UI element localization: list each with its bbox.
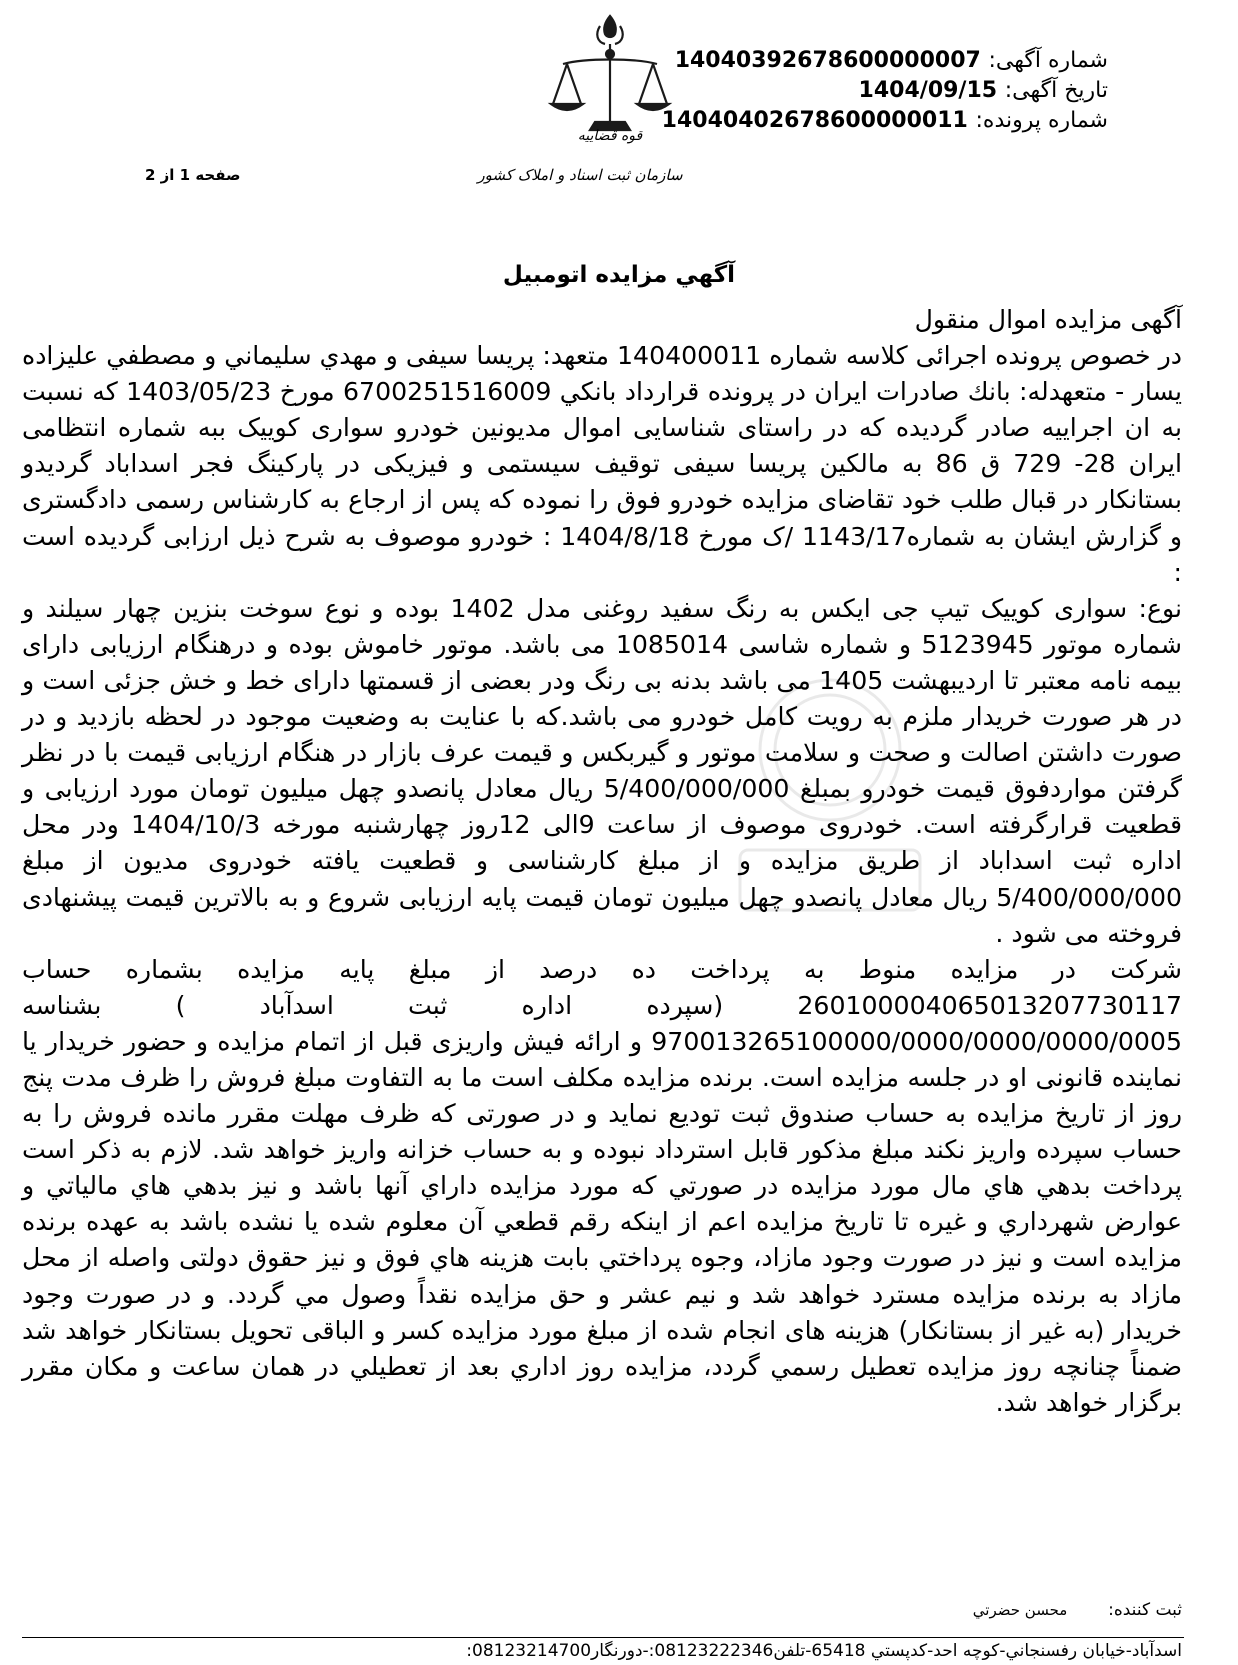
case-number-label: شماره پرونده: (975, 108, 1108, 133)
page-title: آگهي مزايده اتومبيل (502, 262, 736, 288)
ad-number: 14040392678600000007 (674, 48, 981, 73)
ad-date-label: تاریخ آگهی: (1004, 78, 1108, 103)
body-vehicle-details: نوع: سواری کوییک تیپ جی ایکس به رنگ سفید روغنی مدل 1402 بوده و نوع سوخت بنزین چهار سیلند و شماره موتور 5123945 و شماره شاسی 1085014 می باشد. موتور خاموش بوده و درهنگام ارزیابی دارای بیمه نامه معتبر تا اردیبهشت 1405 می باشد بدنه بی رنگ ودر بعضی از قسمتها دارای خط و خش جزئی است و در هر صورت خریدار ملزم به رویت کامل خودرو می باشد.که با عنایت به وضعیت موجود در لحظه بازدید و در صورت داشتن اصالت و صحت و سلامت موتور و گیربکس و قیمت عرف بازار در هنگام ارزیابی قیمت با در نظر گرفتن مواردفوق قیمت خودرو بمبلغ 5/400/000/000 ریال معادل پانصدو چهل میلیون تومان مورد ارزیابی و قطعیت قرارگرفته است. خودروی موصوف از ساعت 9الی 12روز چهارشنبه مورخه 1404/10/3 ودر محل اداره ثبت اسداباد از طریق مزایده و از مبلغ کارشناسی و قطعیت یافته خودروی مدیون از مبلغ 5/400/000/000 ریال معادل پانصدو چهل میلیون تومان قیمت پایه ارزیابی شروع و به بالاترین قیمت پیشنهادی فروخته می شود . (22, 593, 1183, 948)
ad-number-label: شماره آگهی: (988, 48, 1108, 73)
registrar-name: محسن حضرتي (972, 1601, 1068, 1619)
page-indicator: صفحه 1 از 2 (145, 166, 241, 184)
case-number: 14040402678600000011 (661, 108, 968, 133)
footer-divider (22, 1637, 1184, 1638)
registrar-row (22, 1600, 1182, 1620)
body-heading: آگهی مزایده اموال منقول (914, 305, 1182, 334)
office-address: اسدآباد-خيابان رفسنجاني-كوچه احد-كدپستي 65418-تلفن08123222346:-دورنگار08123214700: (466, 1641, 1182, 1661)
ad-date-row (859, 78, 1108, 103)
emblem-caption-judiciary: قوه قضاییه (577, 128, 643, 144)
notice-body (22, 302, 1182, 1421)
case-number-row (662, 108, 1108, 133)
emblem-caption-registry: سازمان ثبت اسناد و املاک کشور (477, 166, 683, 184)
body-case-details: در خصوص پرونده اجرائی کلاسه شماره 140400011 متعهد: پریسا سیفی و مهدي سليماني و مصطفي عليزاده يسار - متعهدله: بانك صادرات ايران در پرونده قرارداد بانكي 6700251516009 مورخ 1403/05/23 که نسبت به ان اجراییه صادر گردیده که در راستای شناسایی اموال مدیونین خودرو سواری کوییک ببه شماره انتظامی ایران 28- 729 ق 86 به مالکین پریسا سیفی توقیف سیستمی و فیزیکی در پارکینگ فجر اسداباد گردیدو بستانکار در قبال طلب خود تقاضای مزایده خودرو فوق را نموده که پس از ارجاع به کارشناس رسمی دادگستری و گزارش ایشان به شماره1143/17 /ک مورخ 1404/8/18 : خودرو موصوف به شرح ذیل ارزابی گردیده است : (22, 341, 1182, 587)
registrar-label: ثبت کننده: (1108, 1600, 1182, 1620)
ad-number-row (675, 48, 1108, 73)
body-participation-terms: شرکت در مزایده منوط به پرداخت ده درصد از مبلغ پایه مزایده بشماره حساب 260100004065013207730117 (سپرده اداره ثبت اسدآباد ) بشناسه 970013265100000/0000/0000/0000/0005 و ارائه فیش واریزی قبل از اتمام مزایده و حضور خریدار یا نماینده قانونی او در جلسه مزایده است. برنده مزایده مکلف است ما به التفاوت مبلغ فروش را ظرف مدت پنج روز از تاریخ مزایده به حساب صندوق ثبت تودیع نماید و در صورتی که ظرف مهلت مقرر مانده فروش را به حساب سپرده واریز نکند مبلغ مذکور قابل استرداد نبوده و به حساب خزانه واریز خواهد شد. لازم به ذكر است پرداخت بدهي هاي مال مورد مزايده در صورتي كه مورد مزايده داراي آنها باشد و نيز بدهي هاي مالياتي و عوارض شهرداري و غيره تا تاريخ مزايده اعم از اينكه رقم قطعي آن معلوم شده يا نشده باشد به عهده برنده مزايده است و نيز در صورت وجود مازاد، وجوه پرداختي بابت هزينه هاي فوق و نيز حقوق دولتی واصله از محل مازاد به برنده مزايده مسترد خواهد شد و نيم عشر و حق مزايده نقداً وصول مي گردد. و در صورت وجود خریدار (به غیر از بستانکار) هزینه های انجام شده از مبلغ مورد مزایده کسر و الباقی تحویل بستانکار خواهد شد ضمناً چنانچه روز مزايده تعطيل رسمي گردد، مزايده روز اداري بعد از تعطيلي در همان ساعت و مكان مقرر برگزار خواهد شد. (22, 954, 1182, 1417)
ad-date: 1404/09/15 (858, 78, 998, 103)
